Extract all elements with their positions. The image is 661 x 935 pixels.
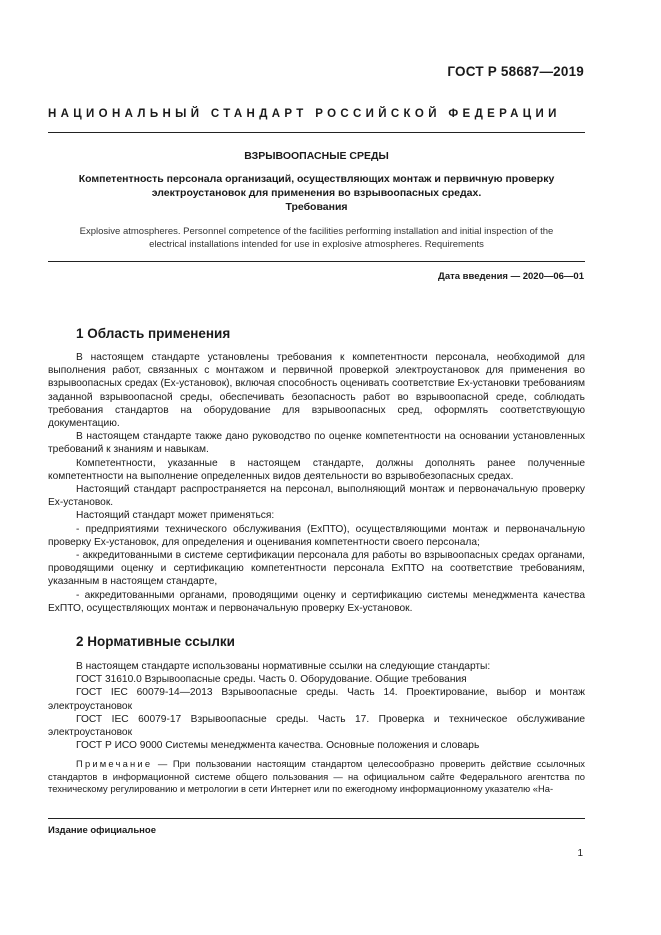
reference-item: ГОСТ IEC 60079-17 Взрывоопасные среды. Часть 17. Проверка и техническое обслуживание электроустановок — [48, 713, 585, 739]
list-item: - аккредитованными органами, проводящими оценку и сертификацию системы менеджмента качества ЕхПТО, осуществляющих монтаж и первоначальную проверку Ex-установок. — [48, 589, 585, 614]
english-title-line-2: electrical installations intended for use in explosive atmospheres. Requirements — [149, 239, 484, 250]
introduction-date: Дата введения — 2020—06—01 — [438, 271, 584, 282]
document-number: ГОСТ Р 58687—2019 — [447, 64, 584, 79]
section-2-body — [48, 660, 585, 752]
footer-divider — [48, 818, 585, 819]
reference-item: ГОСТ Р ИСО 9000 Системы менеджмента качества. Основные положения и словарь — [76, 740, 480, 752]
section-2-note — [48, 758, 585, 796]
national-standard-banner: НАЦИОНАЛЬНЫЙ СТАНДАРТ РОССИЙСКОЙ ФЕДЕРАЦИИ — [48, 108, 561, 120]
paragraph: В настоящем стандарте установлены требования к компетентности персонала, необходимой для выполнения работ, связанных с монтажом и первичной проверкой электроустановок для применения во взрывоопасных средах (Ex-установок), включая способность оценивать соответствие Ex-установки требованиям заданной взрывоопасной среды, обеспечивать безопасность работ во взрывоопасной среде, соблюдать требования стандартов на оборудование для взрывоопасных сред, оформлять соответствующую документацию. — [48, 352, 585, 430]
paragraph: Компетентности, указанные в настоящем стандарте, должны дополнять ранее полученные компетентности на выполнение определенных видов деятельности во взрывобезопасных средах. — [48, 457, 585, 482]
section-1-body — [48, 351, 585, 615]
title-divider — [48, 261, 585, 262]
subtitle-line-3: Требования — [285, 201, 348, 213]
reference-item: ГОСТ IEC 60079-14—2013 Взрывоопасные среды. Часть 14. Проектирование, выбор и монтаж электроустановок — [48, 687, 585, 712]
section-1-heading: 1 Область применения — [76, 326, 231, 341]
note-text: — При пользовании настоящим стандартом целесообразно проверить действие ссылочных стандартов в информационной системе общего пользования — на официальном сайте Федерального агентства по техническому регулированию и метрологии в сети Интернет или по ежегодному информационному указателю «На- — [48, 758, 585, 794]
paragraph: Настоящий стандарт распространяется на персонал, выполняющий монтаж и первоначальную проверку Ex-установок. — [48, 484, 585, 509]
subtitle-line-1: Компетентность персонала организаций, осуществляющих монтаж и первичную проверку — [78, 173, 555, 185]
document-subtitle — [48, 172, 585, 214]
paragraph: В настоящем стандарте использованы нормативные ссылки на следующие стандарты: — [76, 661, 491, 672]
english-title — [48, 225, 585, 251]
paragraph: В настоящем стандарте также дано руководство по оценке компетентности на основании установленных требований к знаниям и навыкам. — [48, 431, 585, 456]
note-label: Примечание — [76, 758, 153, 769]
section-2-heading: 2 Нормативные ссылки — [76, 634, 235, 649]
document-title: ВЗРЫВООПАСНЫЕ СРЕДЫ — [244, 150, 389, 162]
english-title-line-1: Explosive atmospheres. Personnel competence of the facilities performing installation and initial inspection of the — [79, 226, 554, 237]
paragraph: Настоящий стандарт может применяться: — [76, 510, 275, 522]
edition-label: Издание официальное — [48, 825, 156, 836]
page-number: 1 — [577, 848, 583, 859]
note-paragraph — [48, 758, 585, 796]
list-item: - предприятиями технического обслуживания (ЕхПТО), осуществляющими монтаж и первоначальную проверку Ex-установок, для определения и оценивания компетентности своего персонала; — [48, 523, 585, 548]
subtitle-line-2: электроустановок для применения во взрывоопасных средах. — [151, 187, 482, 199]
list-item: - аккредитованными в системе сертификации персонала для работы во взрывоопасных средах органами, проводящими оценку и сертификацию компетентности персонала ЕхПТО на соответствие требованиям, указанным в настоящем стандарте, — [48, 550, 585, 588]
header-divider — [48, 132, 585, 133]
reference-item: ГОСТ 31610.0 Взрывоопасные среды. Часть 0. Оборудование. Общие требования — [76, 674, 467, 686]
